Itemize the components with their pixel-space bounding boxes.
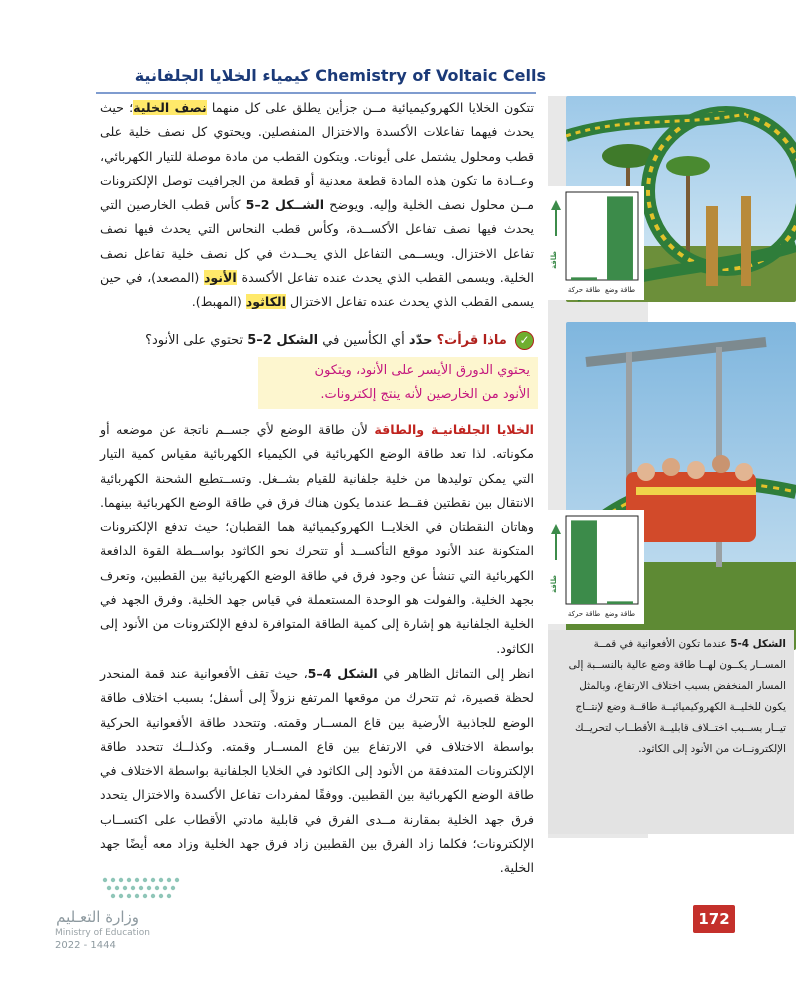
section-title-ar: كيمياء الخلايا الجلفانية <box>134 66 310 85</box>
y-axis-label: طاقة <box>550 574 558 594</box>
reading-check-label: ماذا قرأت؟ <box>436 333 507 348</box>
x-tick-label: طاقة وضع <box>604 286 636 294</box>
figure-reference[interactable]: الشكل 2–5 <box>247 333 319 348</box>
term-half-cell: نصف الخلية <box>133 100 207 115</box>
checkmark-icon: ✓ <box>515 331 534 350</box>
figure-reference[interactable]: الشكل 4–5 <box>307 666 378 681</box>
paragraph-half-cells <box>100 96 534 315</box>
reading-check-question <box>100 329 534 353</box>
text-run: تحتوي على الأنود؟ <box>145 333 248 348</box>
text-run: لأن طاقة الوضع لأي جســم ناتجة عن موضعه أو مكوناته. لذا تعد طاقة الوضع الكهربائية في الكيمياء الكهربائية مقياس كمية التيار التي يمكن توليدها من خلية جلفانية للقيام بشــغل. وتســتطيع الشحنة الكهربائية الانتقال بين نقطتين فقــط عندما يكون هناك فرق في طاقة الوضع الكهربائية بينهما. وهاتان النقطتان في الخلايــا الكهروكيميائية هما القطبان؛ حيث تدفع الإلكترونات المتكونة عند الأنود موقع التأكســد أو تتحرك نحو الكاثود بواســطة القوة الدافعة الكهربائية التي تنشأ عن وجود فرق في طاقة الوضع الكهربائية بين القطبين، وتعرف بجهد الخلية. والفولت هو الوحدة المستعملة في قياس جهد الخلية. وفرق الجهد في الخلية الجلفانية هو إشارة إلى كمية الطاقة المتوافرة لدفع الإلكترونات من الأنود إلى الكاثود. <box>100 422 534 656</box>
bar-potential-energy <box>607 196 633 280</box>
text-run: (المهبط). <box>191 294 246 310</box>
subsection-heading: الخلايا الجلفانيـة والطاقة <box>374 422 534 437</box>
figure-caption-text: عندما تكون الأفعوانية في قمــة المســار يكــون لهــا طاقة وضع عالية بالنســبة إلى المسار المنخفض بسبب اختلاف الارتفاع، وبالمثل يكون للخليــة الكهروكيميائيــة طاقــة وضع لإنتــاج تيــار بســبب اختــلاف قابليــة الأقطــاب لتحريــك الإلكترونــات من الأنود إلى الكاثود. <box>568 638 786 755</box>
question-verb: حدّد <box>408 333 433 348</box>
text-run: انظر إلى التماثل الظاهر في <box>377 666 534 681</box>
term-cathode: الكاثود <box>245 294 286 310</box>
answer-line: يحتوي الدورق الأيسر على الأنود، ويتكون <box>314 363 530 378</box>
arrow-up-icon <box>551 524 561 534</box>
arrow-up-icon <box>551 200 561 210</box>
x-tick-label: طاقة وضع <box>604 610 636 618</box>
energy-bar-chart-bottom <box>548 510 644 624</box>
figure-caption <box>548 630 794 834</box>
paragraph-roller-coaster-analogy <box>100 662 534 881</box>
text-run: أي الكأسين في <box>318 333 409 348</box>
term-anode: الأنود <box>203 270 237 286</box>
section-title-en: Chemistry of Voltaic Cells <box>315 66 546 85</box>
x-tick-label: طاقة حركة <box>567 286 601 294</box>
title-divider <box>96 92 536 94</box>
section-title <box>118 66 546 85</box>
page-number: 172 <box>693 905 735 933</box>
bar-kinetic-energy <box>571 277 597 280</box>
answer-line: الأنود من الخارصين لأنه ينتج إلكترونات. <box>320 387 530 402</box>
ministry-name-ar: وزارة التعـليم <box>56 908 139 926</box>
text-run: تتكون الخلايا الكهروكيميائية مــن جزأين يطلق على كل منهما <box>206 100 534 115</box>
text-run: ، حيث تقف الأفعوانية عند قمة المنحدر لحظة قصيرة، ثم تتحرك من موقعها المرتفع نزولاً إلى أسفل؛ بسبب اختلاف طاقة الوضع للجاذبية الأرضية بين قاع المســار وقمته. وتتحدد طاقة الأفعوانية الحركية بواسطة الاختلاف في الارتفاع بين قاع المســار وقمته. وكذلــك تتحدد طاقة الإلكترونات المتدفقة من الأنود إلى الكاثود في الخلايا الجلفانية بواسطة الاختلاف في طاقة الوضع الكهربائية بين القطبين. ووفقًا لمفردات تفاعل الأكسدة والاختزال يتحدد فرق جهد الخلية بمقارنة مــدى الفرق في قابلية مادتي الأقطاب على اكتســاب الإلكترونات؛ فكلما زاد الفرق بين القطبين زاد فرق جهد الخلية وزاد معه أيضًا جهد الخلية. <box>100 666 534 876</box>
paragraph-voltaic-energy <box>100 418 534 661</box>
edition-year: 2022 - 1444 <box>55 940 116 951</box>
x-tick-label: طاقة حركة <box>567 610 601 618</box>
ministry-name-en: Ministry of Education <box>55 928 150 938</box>
text-run: (المصعد)، في حين يسمى القطب الذي يحدث عنده تفاعل الاختزال <box>100 270 534 310</box>
text-run: كأس قطب الخارصين التي يحدث فيها نصف تفاعل الأكســدة، وكأس قطب النحاس التي يحدث فيها نصف تفاعل الاختزال. ويســمى التفاعل الذي يحــدث في كل نصف خلية تفاعل نصف الخلية. ويسمى القطب الذي يحدث عنده تفاعل الأكسدة <box>100 197 534 286</box>
bar-kinetic-energy <box>571 520 597 604</box>
energy-bar-chart-top <box>548 186 644 300</box>
figure-reference[interactable]: الشــكل 2–5 <box>245 197 325 213</box>
bar-potential-energy <box>607 601 633 604</box>
figure-caption-label: الشكل 4-5 <box>730 638 786 650</box>
answer-box <box>258 357 538 409</box>
y-axis-label: طاقة <box>550 250 558 270</box>
text-run: ؛ حيث يحدث فيهما تفاعلات الأكسدة والاختزال المنفصلين. ويحتوي كل نصف خلية على قطب ومحلول يشتمل على أيونات. ويتكون القطب من مادة موصلة للتيار الكهربائي، وعــادة ما تكون هذه المادة قطعة معدنية أو قطعة من الجرافيت توصل الإلكترونات مــن محلول نصف الخلية وإليه. ويوضح <box>100 100 534 213</box>
